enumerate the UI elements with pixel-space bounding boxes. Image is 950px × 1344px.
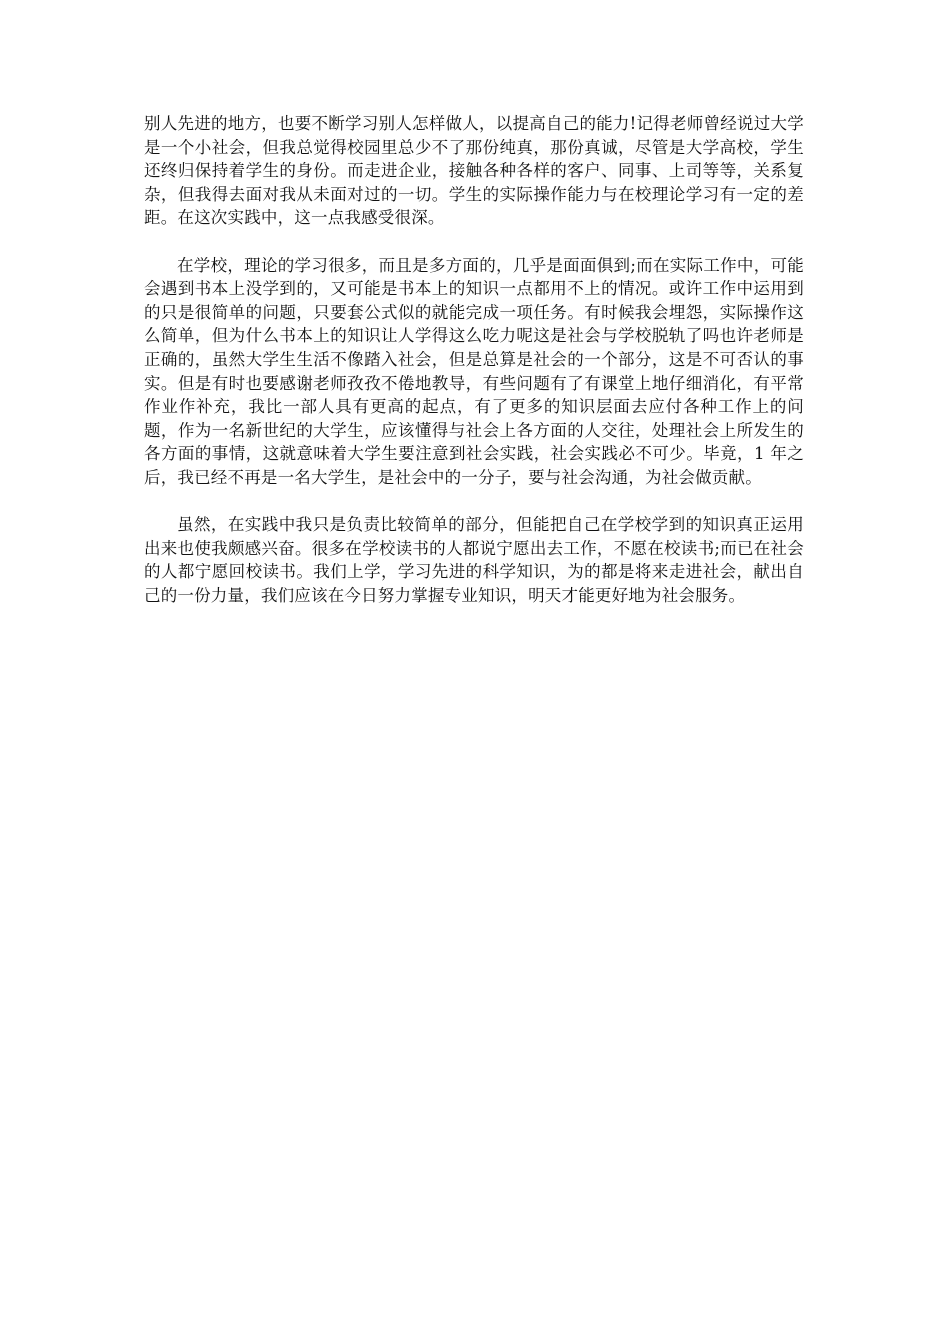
paragraph-3: 虽然，在实践中我只是负责比较简单的部分，但能把自己在学校学到的知识真正运用出来也使我颇感兴奋。很多在学校读书的人都说宁愿出去工作，不愿在校读书;而已在社会的人都宁愿回校读书。我们上学，学习先进的科学知识，为的都是将来走进社会，献出自己的一份力量，我们应该在今日努力掌握专业知识，明天才能更好地为社会服务。 bbox=[144, 515, 804, 605]
paragraph-2: 在学校，理论的学习很多，而且是多方面的，几乎是面面俱到;而在实际工作中，可能会遇到书本上没学到的，又可能是书本上的知识一点都用不上的情况。或许工作中运用到的只是很简单的问题，只要套公式似的就能完成一项任务。有时候我会埋怨，实际操作这么简单，但为什么书本上的知识让人学得这么吃力呢这是社会与学校脱轨了吗也许老师是正确的，虽然大学生生活不像踏入社会，但是总算是社会的一个部分，这是不可否认的事实。但是有时也要感谢老师孜孜不倦地教导，有些问题有了有课堂上地仔细消化，有平常作业作补充，我比一部人具有更高的起点，有了更多的知识层面去应付各种工作上的问题，作为一名新世纪的大学生，应该懂得与社会上各方面的人交往，处理社会上所发生的各方面的事情，这就意味着大学生要注意到社会实践，社会实践必不可少。毕竟，1 年之后，我已经不再是一名大学生，是社会中的一分子，要与社会沟通，为社会做贡献。 bbox=[144, 255, 804, 487]
paragraph-1: 别人先进的地方，也要不断学习别人怎样做人，以提高自己的能力!记得老师曾经说过大学是一个小社会，但我总觉得校园里总少不了那份纯真，那份真诚，尽管是大学高校，学生还终归保持着学生的身份。而走进企业，接触各种各样的客户、同事、上司等等，关系复杂，但我得去面对我从未面对过的一切。学生的实际操作能力与在校理论学习有一定的差距。在这次实践中，这一点我感受很深。 bbox=[144, 114, 804, 228]
document-body bbox=[144, 112, 804, 631]
